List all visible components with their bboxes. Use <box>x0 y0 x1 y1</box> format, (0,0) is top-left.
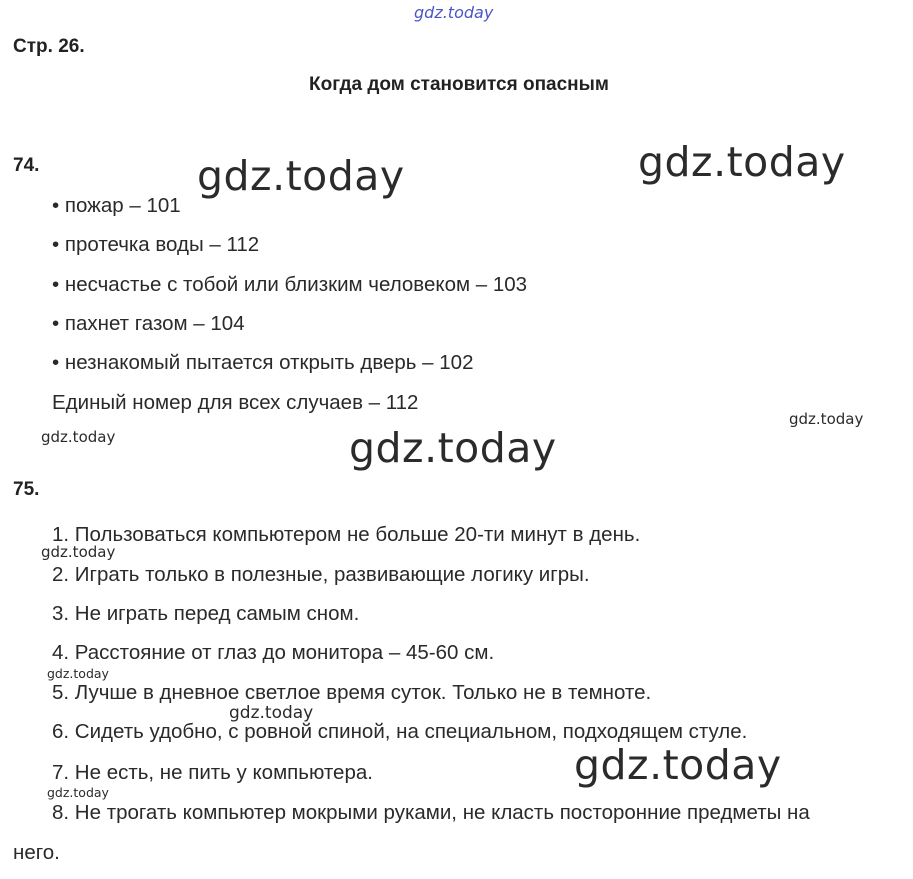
watermark: gdz.today <box>349 424 557 472</box>
watermark: gdz.today <box>41 428 116 446</box>
watermark: gdz.today <box>229 703 314 723</box>
task-75-item: 3. Не играть перед самым сном. <box>52 602 360 625</box>
task-75-item: 8. Не трогать компьютер мокрыми руками, не класть посторонние предметы на <box>52 801 810 824</box>
task-74-item: • несчастье с тобой или близким человеком – 103 <box>52 273 528 296</box>
page-reference: Стр. 26. <box>13 36 85 57</box>
watermark: gdz.today <box>47 666 109 681</box>
watermark: gdz.today <box>41 543 116 561</box>
watermark-top: gdz.today <box>414 3 494 22</box>
task-74-item: • пахнет газом – 104 <box>52 312 245 335</box>
task-75-item: 7. Не есть, не пить у компьютера. <box>52 761 373 784</box>
task-75-item: 4. Расстояние от глаз до монитора – 45-60 см. <box>52 641 495 664</box>
watermark: gdz.today <box>197 152 405 200</box>
task-75-item: 1. Пользоваться компьютером не больше 20-ти минут в день. <box>52 523 641 546</box>
watermark: gdz.today <box>47 785 109 800</box>
task-74-item: • протечка воды – 112 <box>52 233 260 256</box>
task-75-item: 2. Играть только в полезные, развивающие логику игры. <box>52 563 590 586</box>
task-75-number: 75. <box>13 479 40 500</box>
task-74-number: 74. <box>13 155 40 176</box>
page-title: Когда дом становится опасным <box>309 74 609 95</box>
task-74-item: • пожар – 101 <box>52 194 181 217</box>
task-75-item-continuation: него. <box>13 841 60 864</box>
task-74-summary: Единый номер для всех случаев – 112 <box>52 391 419 414</box>
task-75-item: 6. Сидеть удобно, с ровной спиной, на специальном, подходящем стуле. <box>52 720 748 743</box>
watermark: gdz.today <box>789 410 864 428</box>
watermark: gdz.today <box>638 138 846 186</box>
watermark: gdz.today <box>574 741 782 789</box>
task-74-item: • незнакомый пытается открыть дверь – 102 <box>52 351 474 374</box>
task-75-item: 5. Лучше в дневное светлое время суток. Только не в темноте. <box>52 681 652 704</box>
